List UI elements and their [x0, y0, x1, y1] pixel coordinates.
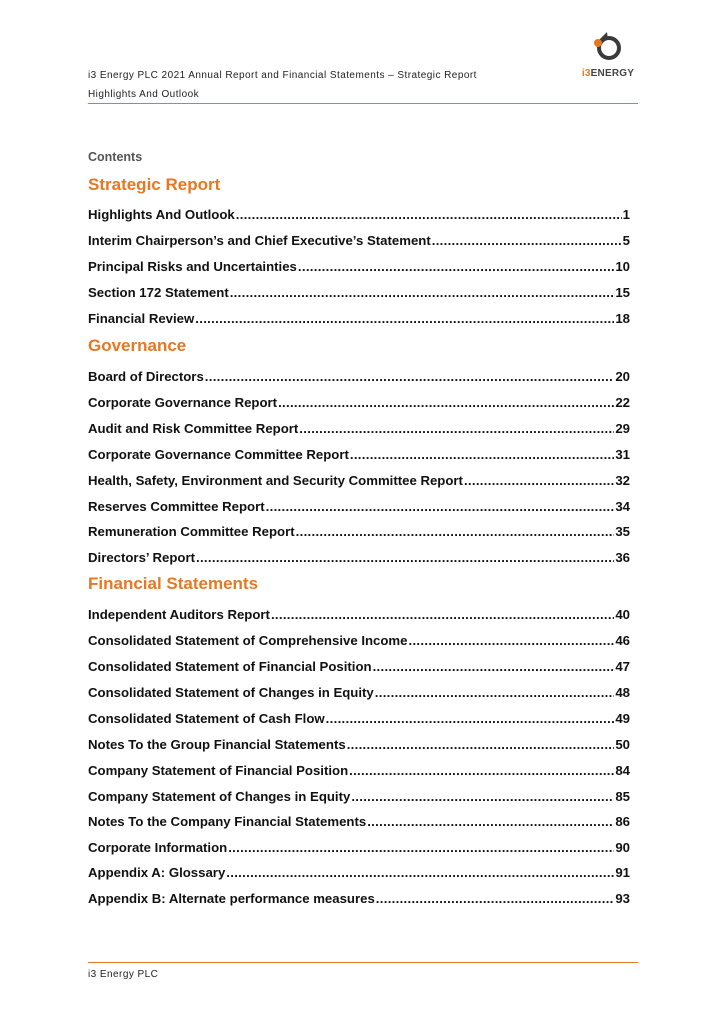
- toc-leader-dots: [266, 499, 615, 514]
- footer-company-name: i3 Energy PLC: [88, 969, 159, 980]
- toc-entry-page: 36: [615, 550, 630, 565]
- company-logo: [578, 28, 638, 78]
- toc-entry-page: 5: [622, 233, 630, 248]
- toc-entry-page: 22: [615, 395, 630, 410]
- toc-entry[interactable]: [88, 447, 630, 462]
- toc-entry-page: 34: [615, 499, 630, 514]
- toc-leader-dots: [367, 814, 614, 829]
- toc-leader-dots: [432, 233, 622, 248]
- toc-entry[interactable]: [88, 285, 630, 300]
- toc-entry-title: Company Statement of Financial Position: [88, 763, 349, 778]
- toc-entry-title: Consolidated Statement of Comprehensive Income: [88, 633, 408, 648]
- toc-entry-title: Independent Auditors Report: [88, 607, 270, 622]
- toc-leader-dots: [298, 259, 614, 274]
- toc-entry[interactable]: [88, 789, 630, 804]
- toc-entry[interactable]: [88, 711, 630, 726]
- toc-leader-dots: [464, 473, 614, 488]
- toc-entry-page: 31: [615, 447, 630, 462]
- toc-entry-page: 49: [615, 711, 630, 726]
- toc-leader-dots: [351, 789, 614, 804]
- logo-wordmark: [578, 68, 638, 79]
- toc-leader-dots: [271, 607, 614, 622]
- toc-leader-dots: [230, 285, 615, 300]
- toc-entry-title: Appendix B: Alternate performance measures: [88, 891, 375, 906]
- toc-entry[interactable]: [88, 633, 630, 648]
- toc-entry[interactable]: [88, 473, 630, 488]
- toc-entry-page: 91: [615, 865, 630, 880]
- toc-leader-dots: [228, 840, 614, 855]
- toc-entry-page: 32: [615, 473, 630, 488]
- toc-entry-page: 35: [615, 524, 630, 539]
- toc-entry[interactable]: [88, 685, 630, 700]
- logo-prefix: i3: [581, 68, 591, 79]
- toc-entry-title: Directors’ Report: [88, 550, 195, 565]
- toc-entry-page: 85: [615, 789, 630, 804]
- toc-entry-title: Notes To the Company Financial Statements: [88, 814, 367, 829]
- header-title: i3 Energy PLC 2021 Annual Report and Financial Statements – Strategic Report: [88, 70, 477, 81]
- toc-entry-page: 84: [615, 763, 630, 778]
- toc-entry[interactable]: [88, 524, 630, 539]
- toc-entry-page: 10: [615, 259, 630, 274]
- logo-mark-icon: [578, 28, 638, 68]
- toc-entry[interactable]: [88, 891, 630, 906]
- footer-divider: [88, 962, 638, 963]
- toc-entry[interactable]: [88, 499, 630, 514]
- toc-entry-page: 50: [615, 737, 630, 752]
- logo-suffix: ENERGY: [590, 68, 635, 79]
- toc-leader-dots: [196, 550, 614, 565]
- toc-entry-page: 29: [615, 421, 630, 436]
- header-subtitle: Highlights And Outlook: [88, 89, 200, 100]
- toc-leader-dots: [350, 447, 614, 462]
- toc-entry-title: Highlights And Outlook: [88, 207, 235, 222]
- section-heading-governance: Governance: [88, 336, 187, 355]
- section-heading-financial-statements: Financial Statements: [88, 574, 259, 593]
- toc-entry[interactable]: [88, 259, 630, 274]
- toc-entry-title: Notes To the Group Financial Statements: [88, 737, 346, 752]
- toc-entry[interactable]: [88, 311, 630, 326]
- toc-entry-title: Remuneration Committee Report: [88, 524, 295, 539]
- toc-entry-title: Health, Safety, Environment and Security Committee Report: [88, 473, 463, 488]
- toc-entry[interactable]: [88, 659, 630, 674]
- toc-entry-page: 40: [615, 607, 630, 622]
- toc-entry-page: 1: [622, 207, 630, 222]
- toc-entry[interactable]: [88, 607, 630, 622]
- toc-entry[interactable]: [88, 233, 630, 248]
- toc-entry-title: Section 172 Statement: [88, 285, 229, 300]
- toc-leader-dots: [373, 659, 615, 674]
- toc-entry-page: 18: [615, 311, 630, 326]
- toc-entry-title: Consolidated Statement of Financial Position: [88, 659, 372, 674]
- toc-entry-title: Reserves Committee Report: [88, 499, 265, 514]
- toc-leader-dots: [375, 685, 615, 700]
- toc-entry[interactable]: [88, 207, 630, 222]
- toc-leader-dots: [296, 524, 615, 539]
- toc-entry-title: Appendix A: Glossary: [88, 865, 226, 880]
- header-divider: [88, 103, 638, 104]
- toc-leader-dots: [347, 737, 615, 752]
- toc-leader-dots: [326, 711, 615, 726]
- toc-entry-title: Financial Review: [88, 311, 195, 326]
- toc-entry[interactable]: [88, 814, 630, 829]
- toc-entry-page: 15: [615, 285, 630, 300]
- toc-leader-dots: [236, 207, 622, 222]
- toc-entry-title: Board of Directors: [88, 369, 204, 384]
- toc-entry-title: Consolidated Statement of Cash Flow: [88, 711, 325, 726]
- toc-entry[interactable]: [88, 550, 630, 565]
- toc-entry-page: 90: [615, 840, 630, 855]
- toc-entry-title: Company Statement of Changes in Equity: [88, 789, 351, 804]
- toc-entry-title: Corporate Governance Report: [88, 395, 278, 410]
- section-heading-strategic-report: Strategic Report: [88, 175, 221, 194]
- toc-leader-dots: [376, 891, 615, 906]
- toc-leader-dots: [409, 633, 615, 648]
- toc-entry[interactable]: [88, 421, 630, 436]
- toc-entry-title: Audit and Risk Committee Report: [88, 421, 299, 436]
- toc-leader-dots: [205, 369, 615, 384]
- toc-leader-dots: [349, 763, 614, 778]
- toc-entry[interactable]: [88, 737, 630, 752]
- toc-entry[interactable]: [88, 763, 630, 778]
- toc-entry-page: 46: [615, 633, 630, 648]
- toc-leader-dots: [278, 395, 614, 410]
- toc-entry-page: 93: [615, 891, 630, 906]
- toc-entry[interactable]: [88, 369, 630, 384]
- toc-leader-dots: [299, 421, 614, 436]
- toc-entry-page: 48: [615, 685, 630, 700]
- toc-entry[interactable]: [88, 395, 630, 410]
- toc-entry-title: Corporate Governance Committee Report: [88, 447, 349, 462]
- toc-entry-page: 20: [615, 369, 630, 384]
- toc-leader-dots: [195, 311, 614, 326]
- toc-entry[interactable]: [88, 865, 630, 880]
- contents-title: Contents: [88, 150, 143, 164]
- toc-entry-title: Interim Chairperson’s and Chief Executive’s Statement: [88, 233, 431, 248]
- toc-leader-dots: [226, 865, 614, 880]
- toc-entry-title: Corporate Information: [88, 840, 228, 855]
- toc-entry-page: 47: [615, 659, 630, 674]
- toc-entry-title: Consolidated Statement of Changes in Equity: [88, 685, 374, 700]
- toc-entry-page: 86: [615, 814, 630, 829]
- toc-entry-title: Principal Risks and Uncertainties: [88, 259, 297, 274]
- toc-entry[interactable]: [88, 840, 630, 855]
